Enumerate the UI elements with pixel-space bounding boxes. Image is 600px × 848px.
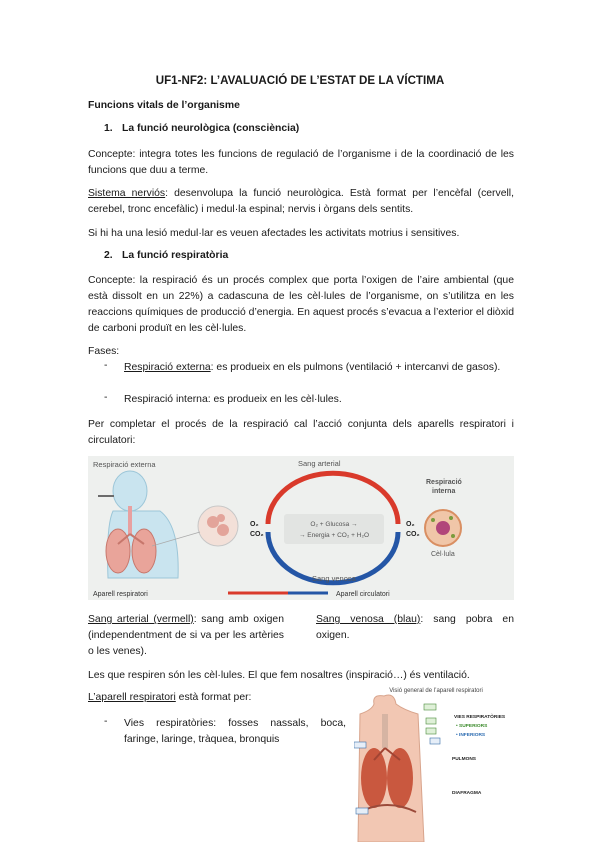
- label-aparell-circulatori: Aparell circulatori: [336, 591, 390, 598]
- sang-arterial-term: Sang arterial (vermell): [88, 614, 194, 625]
- label-cellula: Cèl·lula: [431, 551, 455, 558]
- bullet-dash: -: [104, 716, 108, 727]
- torso-illustration: [358, 695, 424, 842]
- cell-illustration: [425, 510, 461, 546]
- label-box: [430, 738, 440, 744]
- fase-externa-text: : es produeix en els pulmons (ventilació + intercanvi de gasos).: [210, 362, 501, 373]
- label-box: [426, 728, 436, 734]
- item2-heading: La funció respiratòria: [122, 250, 229, 261]
- diagram2-title: Visió general de l’aparell respiratori: [389, 688, 483, 694]
- sang-venosa-text: : sang pobra en oxigen.: [316, 614, 514, 641]
- label-box: [424, 704, 436, 710]
- aparell-paragraph: [88, 692, 251, 703]
- fase-externa-term: Respiració externa: [124, 362, 211, 373]
- section-heading: Funcions vitals de l’organisme: [88, 100, 240, 111]
- respiracio-diagram: [88, 456, 514, 600]
- bullet-dash: -: [104, 360, 108, 371]
- sang-arterial-paragraph: [88, 612, 284, 660]
- item2-number: 2.: [104, 250, 113, 261]
- aparell-text: està format per:: [175, 692, 252, 703]
- sang-arterial-text: : sang amb oxigen (independentment de si va per les artèries o les venes).: [88, 614, 284, 657]
- label-box: [426, 718, 436, 724]
- fases-label: Fases:: [88, 346, 120, 357]
- sang-venosa-paragraph: [316, 612, 514, 644]
- label-o2-left: O₂: [250, 521, 259, 528]
- equation-line-1: O₂ + Glucosa →: [310, 521, 358, 528]
- cellules-ventilacio: Les que respiren són les cèl·lules. El que fem nosaltres (inspiració…) és ventilació.: [88, 670, 470, 681]
- label-o2-right: O₂: [406, 521, 415, 528]
- aparell-respiratori-diagram: [354, 684, 518, 842]
- sistema-nervios-paragraph: [88, 186, 514, 218]
- label-co2-right: CO₂: [406, 531, 420, 538]
- page-title: UF1-NF2: L’AVALUACIÓ DE L’ESTAT DE LA VÍCTIMA: [155, 74, 445, 87]
- label-respiracio-interna-1: Respiració: [426, 479, 462, 486]
- label-sang-venosa: Sang venosa: [312, 574, 356, 583]
- vies-respiratories: Vies respiratòries: fosses nassals, boca, faringe, laringe, tràquea, bronquis: [124, 718, 346, 745]
- fase-interna: Respiració interna: es produeix en les cèl·lules.: [124, 394, 342, 405]
- label-box: [356, 808, 368, 814]
- label-respiracio-externa: Respiració externa: [93, 460, 156, 469]
- label-co2-left: CO₂: [250, 531, 264, 538]
- legend-vies: VIES RESPIRATÒRIES: [454, 715, 506, 720]
- item1-heading: La funció neurològica (consciència): [122, 123, 300, 134]
- sang-venosa-term: Sang venosa (blau): [316, 614, 421, 625]
- completar-paragraph: Per completar el procés de la respiració cal l’acció conjunta dels aparells respiratori i circulatori:: [88, 419, 514, 446]
- label-sang-arterial: Sang arterial: [298, 459, 341, 468]
- legend-pulmons: PULMONS: [452, 757, 476, 762]
- equation-line-2: → Energia + CO₂ + H₂O: [298, 532, 370, 539]
- bullet-dash: -: [104, 392, 108, 403]
- legend-superiors: • SUPERIORS: [456, 724, 488, 729]
- fase-externa: [124, 360, 514, 376]
- item1-number: 1.: [104, 123, 113, 134]
- alveoli-zoom: [198, 506, 238, 546]
- concepte-respiratori: Concepte: la respiració és un procés complex que porta l’oxigen de l’aire ambiental (que està dissolt en un 22%) a cadascuna de les cèl·lules de l’organisme, on s’utilitza en les reaccions químiques de producció d’energia. En aquest procés s’evacua a l’exterior el diòxid de carboni produït en les cèl·lules.: [88, 275, 514, 334]
- sistema-nervios-term: Sistema nerviós: [88, 188, 166, 199]
- label-aparell-respiratori: Aparell respiratori: [93, 591, 148, 598]
- label-respiracio-interna-2: interna: [432, 488, 456, 495]
- lesio-medullar: Si hi ha una lesió medul·lar es veuen afectades les activitats motrius i sensitives.: [88, 228, 460, 239]
- legend-inferiors: • INFERIORS: [456, 733, 486, 738]
- concepte-neurologic: Concepte: integra totes les funcions de regulació de l’organisme i de la coordinació de les funcions que duu a terme.: [88, 149, 514, 176]
- equation-box: [284, 514, 384, 544]
- legend-diafragma: DIAFRAGMA: [452, 791, 482, 796]
- aparell-term: L’aparell respiratori: [88, 692, 176, 703]
- sistema-nervios-text: : desenvolupa la funció neurològica. Està format per l’encèfal (cervell, cerebel, tronc encefàlic) i medul·la espinal; nervis i òrgans dels sentits.: [88, 188, 514, 215]
- label-box: [354, 742, 366, 748]
